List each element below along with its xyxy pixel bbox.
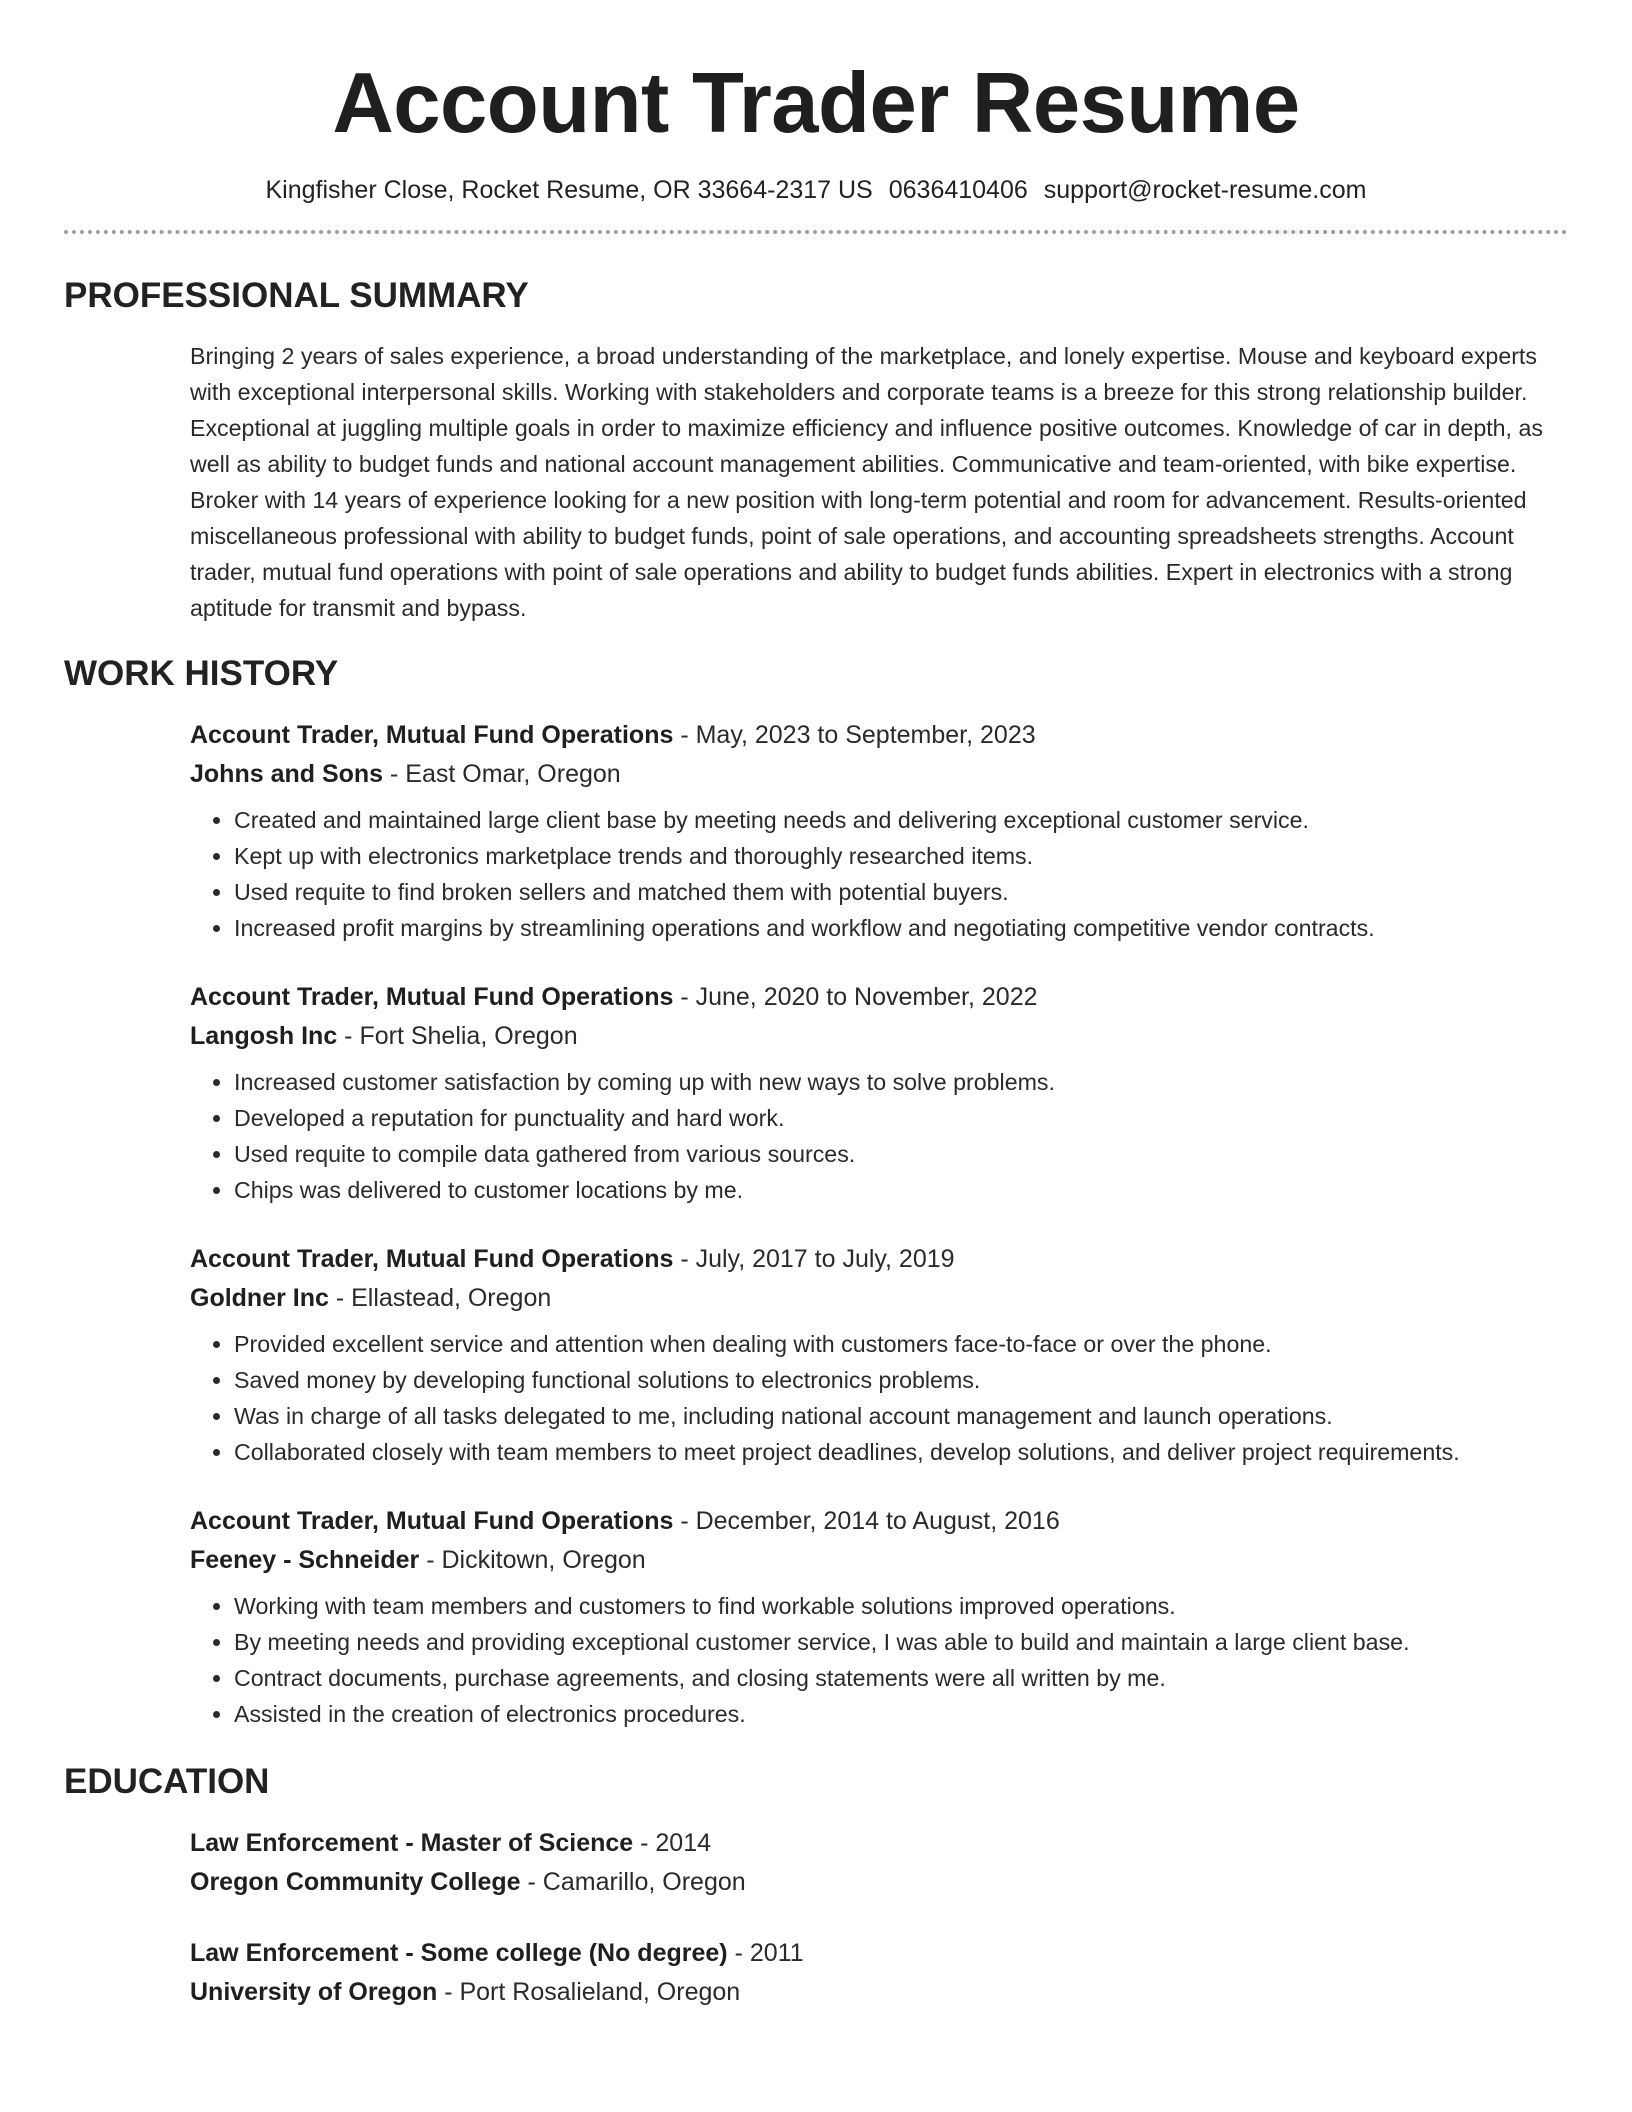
education-year: - 2011 — [727, 1939, 804, 1967]
job-bullet: • Assisted in the creation of electronics procedures. — [234, 1696, 1568, 1732]
work-history-body — [190, 716, 1568, 1732]
job-bullets — [190, 1064, 1568, 1208]
job-company-line — [190, 1017, 1568, 1056]
job-bullet: • Chips was delivered to customer locations by me. — [234, 1172, 1568, 1208]
education-entry — [190, 1934, 1568, 2012]
job-role: Account Trader, Mutual Fund Operations — [190, 983, 674, 1011]
job-company-line — [190, 1541, 1568, 1580]
summary-section — [64, 276, 1568, 626]
job-bullet: • Saved money by developing functional solutions to electronics problems. — [234, 1362, 1568, 1398]
job-bullet: • Was in charge of all tasks delegated to me, including national account management and launch operations. — [234, 1398, 1568, 1434]
summary-heading: PROFESSIONAL SUMMARY — [64, 276, 529, 315]
job-role: Account Trader, Mutual Fund Operations — [190, 1507, 674, 1535]
job-bullet: • Created and maintained large client base by meeting needs and delivering exceptional customer service. — [234, 802, 1568, 838]
contact-address: Kingfisher Close, Rocket Resume, OR 33664-2317 US — [265, 176, 873, 204]
job-company-line — [190, 1279, 1568, 1318]
education-heading: EDUCATION — [64, 1762, 270, 1801]
job-company: Langosh Inc — [190, 1022, 338, 1050]
job-dates: - June, 2020 to November, 2022 — [673, 983, 1038, 1011]
header-divider — [64, 230, 1568, 234]
job-entry — [190, 1240, 1568, 1470]
education-entry — [190, 1824, 1568, 1902]
education-section — [64, 1762, 1568, 2012]
education-degree-line — [190, 1934, 1568, 1973]
education-degree: Law Enforcement - Master of Science — [190, 1829, 634, 1857]
job-dates: - May, 2023 to September, 2023 — [673, 721, 1036, 749]
job-title-line — [190, 1502, 1568, 1541]
education-school: University of Oregon — [190, 1978, 438, 2006]
job-bullet: • Working with team members and customers to find workable solutions improved operations. — [234, 1588, 1568, 1624]
contact-line — [64, 174, 1568, 206]
job-title-line — [190, 716, 1568, 755]
job-dates: - December, 2014 to August, 2016 — [673, 1507, 1060, 1535]
job-location: - East Omar, Oregon — [383, 760, 621, 788]
job-bullet: • Used requite to compile data gathered from various sources. — [234, 1136, 1568, 1172]
education-degree-line — [190, 1824, 1568, 1863]
job-bullet: • Used requite to find broken sellers and matched them with potential buyers. — [234, 874, 1568, 910]
contact-phone: 0636410406 — [888, 176, 1028, 204]
job-bullets — [190, 1588, 1568, 1732]
job-role: Account Trader, Mutual Fund Operations — [190, 1245, 674, 1273]
work-history-section — [64, 654, 1568, 1732]
resume-page — [64, 0, 1568, 2012]
job-company: Johns and Sons — [190, 760, 384, 788]
work-history-heading: WORK HISTORY — [64, 654, 339, 693]
summary-body — [190, 338, 1568, 626]
job-role: Account Trader, Mutual Fund Operations — [190, 721, 674, 749]
job-bullet: • Increased customer satisfaction by coming up with new ways to solve problems. — [234, 1064, 1568, 1100]
education-school-line — [190, 1863, 1568, 1902]
job-entry — [190, 1502, 1568, 1732]
education-school: Oregon Community College — [190, 1868, 521, 1896]
job-bullet: • By meeting needs and providing exceptional customer service, I was able to build and maintain a large client base. — [234, 1624, 1568, 1660]
education-body — [190, 1824, 1568, 2012]
resume-title: Account Trader Resume — [332, 56, 1300, 151]
summary-text: Bringing 2 years of sales experience, a broad understanding of the marketplace, and lonely expertise. Mouse and keyboard experts with exceptional interpersonal skills. Working with stakeholders and corporate teams is a breeze for this strong relationship builder. Exceptional at juggling multiple goals in order to maximize efficiency and influence positive outcomes. Knowledge of car in depth, as well as ability to budget funds and national account management abilities. Communicative and team-oriented, with bike expertise. Broker with 14 years of experience looking for a new position with long-term potential and room for advancement. Results-oriented miscellaneous professional with ability to budget funds, point of sale operations, and accounting spreadsheets strengths. Account trader, mutual fund operations with point of sale operations and ability to budget funds abilities. Expert in electronics with a strong aptitude for transmit and bypass. — [190, 343, 1543, 621]
job-bullet: • Increased profit margins by streamlining operations and workflow and negotiating competitive vendor contracts. — [234, 910, 1568, 946]
education-location: - Port Rosalieland, Oregon — [437, 1978, 741, 2006]
education-degree: Law Enforcement - Some college (No degree) — [190, 1939, 728, 1967]
job-bullet: • Provided excellent service and attention when dealing with customers face-to-face or over the phone. — [234, 1326, 1568, 1362]
job-bullet: • Kept up with electronics marketplace trends and thoroughly researched items. — [234, 838, 1568, 874]
job-location: - Fort Shelia, Oregon — [337, 1022, 578, 1050]
job-bullet: • Collaborated closely with team members to meet project deadlines, develop solutions, and deliver project requirements. — [234, 1434, 1568, 1470]
job-title-line — [190, 978, 1568, 1017]
job-title-line — [190, 1240, 1568, 1279]
job-dates: - July, 2017 to July, 2019 — [673, 1245, 955, 1273]
job-company-line — [190, 755, 1568, 794]
job-bullets — [190, 802, 1568, 946]
contact-email: support@rocket-resume.com — [1043, 176, 1367, 204]
job-location: - Dickitown, Oregon — [419, 1546, 646, 1574]
job-bullets — [190, 1326, 1568, 1470]
job-company: Feeney - Schneider — [190, 1546, 420, 1574]
job-location: - Ellastead, Oregon — [328, 1284, 552, 1312]
job-entry — [190, 716, 1568, 946]
education-year: - 2014 — [633, 1829, 712, 1857]
job-bullet: • Contract documents, purchase agreements, and closing statements were all written by me. — [234, 1660, 1568, 1696]
job-bullet: • Developed a reputation for punctuality and hard work. — [234, 1100, 1568, 1136]
job-company: Goldner Inc — [190, 1284, 329, 1312]
job-entry — [190, 978, 1568, 1208]
education-location: - Camarillo, Oregon — [520, 1868, 746, 1896]
education-school-line — [190, 1973, 1568, 2012]
